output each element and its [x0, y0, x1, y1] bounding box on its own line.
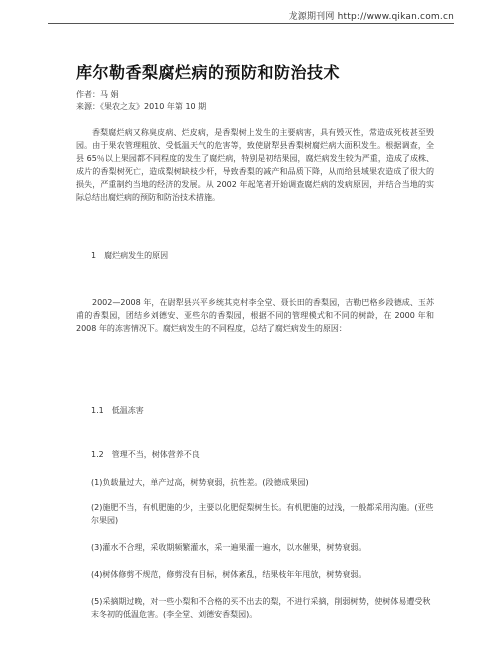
site-header: 龙源期刊网 http://www.qikan.com.cn [288, 12, 454, 22]
list-item: (3)灌水不合理，采收期频繁灌水，采一遍果灌一遍水，以水催果，树势衰弱。 [91, 543, 367, 552]
list-item: (5)采摘期过晚，对一些小梨和不合格的买不出去的梨，不进行采摘，削弱树势，使树体易遭受秋末冬初的低温危害。(李全堂、刘德安香梨园)。 [91, 597, 431, 619]
header-divider [48, 23, 454, 24]
list-item: (2)施肥不当，有机肥施的少，主要以化肥促梨树生长。有机肥施的过浅，一般都采用沟施。(亚些尔果园) [91, 503, 434, 525]
article-author: 作者：马 娟 [76, 90, 119, 99]
subsection-heading-low-temp: 1.1 低温冻害 [91, 406, 144, 415]
section-heading: 1 腐烂病发生的原因 [91, 251, 169, 260]
article-title: 库尔勒香梨腐烂病的预防和防治技术 [76, 63, 341, 82]
subsection-heading-management: 1.2 管理不当，树体营养不良 [91, 450, 200, 459]
article-abstract: 香梨腐烂病又称臭皮病、烂皮病，是香梨树上发生的主要病害，具有毁灭性，常造成死枝甚至毁园。由于果农管理粗放、受低温天气的危害等，致使尉犁县香梨树腐烂病大面积发生。根据调查，全县 65％以上果园都不同程度的发生了腐烂病，特别是初结果园，腐烂病发生较为严重，造成了成株、成片的香梨树死亡，造成梨树缺枝少杆，导致香梨的减产和品质下降，从而给县域果农造成了很大的损失，严重制约当地的经济的发展。从 2002 年起笔者开始调查腐烂病的发病原因，并结合当地的实际总结出腐烂病的预防和防治技术措施。 [76, 128, 434, 202]
section-intro-paragraph: 2002—2008 年，在尉犁县兴平乡统其克村李全堂、聂长田的香梨园，吉勒巴格乡段德成、玉苏甫的香梨园，团结乡刘德安、亚些尔的香梨园，根据不同的管理模式和不同的树龄，在 2000 年和 2008 年的冻害情况下。腐烂病发生的不同程度，总结了腐烂病发生的原因： [76, 298, 434, 333]
list-item: (4)树体修剪不规范，修剪没有目标，树体紊乱，结果枝年年甩放，树势衰弱。 [91, 570, 367, 579]
article-source: 来源：《果农之友》2010 年第 10 期 [76, 102, 207, 111]
list-item: (1)负载量过大，单产过高，树势衰弱，抗性差。(段德成果园) [91, 478, 309, 487]
